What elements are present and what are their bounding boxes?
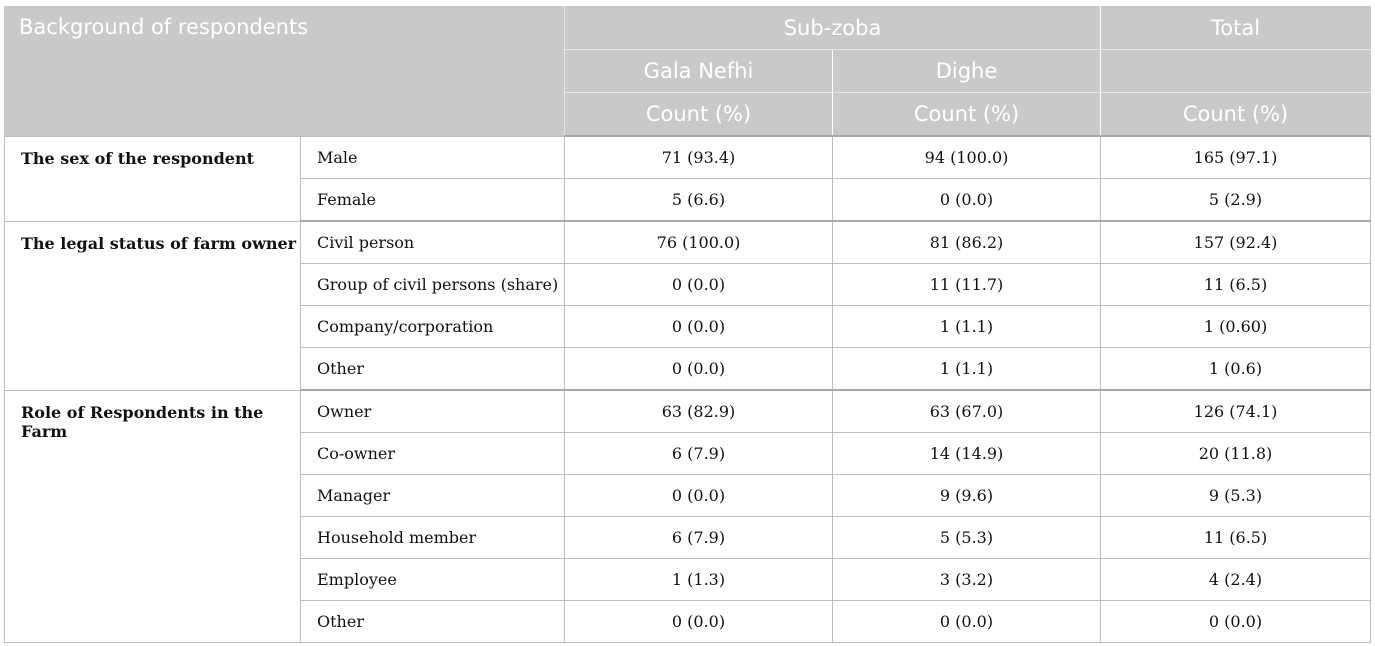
- respondents-table: [4, 6, 1371, 643]
- cell-total: 9 (5.3): [1101, 475, 1371, 517]
- header-dighe: Dighe: [833, 50, 1101, 93]
- cell-dighe: 5 (5.3): [833, 517, 1101, 559]
- cell-dighe: 81 (86.2): [833, 221, 1101, 264]
- cell-dighe: 1 (1.1): [833, 348, 1101, 391]
- cell-dighe: 0 (0.0): [833, 601, 1101, 643]
- cell-gala-nefhi: 5 (6.6): [565, 179, 833, 222]
- header-total-spacer: [1101, 50, 1371, 93]
- cell-gala-nefhi: 71 (93.4): [565, 136, 833, 179]
- table-body: [5, 136, 1371, 643]
- cell-gala-nefhi: 6 (7.9): [565, 433, 833, 475]
- cell-dighe: 14 (14.9): [833, 433, 1101, 475]
- cell-total: 20 (11.8): [1101, 433, 1371, 475]
- row-label: Company/corporation: [301, 306, 565, 348]
- row-label: Owner: [301, 390, 565, 433]
- cell-dighe: 63 (67.0): [833, 390, 1101, 433]
- cell-gala-nefhi: 0 (0.0): [565, 348, 833, 391]
- cell-dighe: 9 (9.6): [833, 475, 1101, 517]
- table-header: [5, 7, 1371, 137]
- row-label: Manager: [301, 475, 565, 517]
- row-label: Group of civil persons (share): [301, 264, 565, 306]
- header-background-of-respondents: Background of respondents: [5, 7, 565, 137]
- table-row: [5, 221, 1371, 264]
- category-role: Role of Respondents in the Farm: [5, 390, 301, 643]
- row-label: Male: [301, 136, 565, 179]
- header-sub-zoba: Sub-zoba: [565, 7, 1101, 50]
- cell-dighe: 11 (11.7): [833, 264, 1101, 306]
- cell-gala-nefhi: 0 (0.0): [565, 475, 833, 517]
- cell-gala-nefhi: 6 (7.9): [565, 517, 833, 559]
- cell-gala-nefhi: 63 (82.9): [565, 390, 833, 433]
- row-label: Other: [301, 348, 565, 391]
- cell-total: 5 (2.9): [1101, 179, 1371, 222]
- cell-total: 126 (74.1): [1101, 390, 1371, 433]
- header-gala-nefhi-count: Count (%): [565, 93, 833, 137]
- cell-dighe: 1 (1.1): [833, 306, 1101, 348]
- cell-total: 11 (6.5): [1101, 264, 1371, 306]
- cell-total: 165 (97.1): [1101, 136, 1371, 179]
- cell-gala-nefhi: 0 (0.0): [565, 601, 833, 643]
- header-dighe-count: Count (%): [833, 93, 1101, 137]
- header-gala-nefhi: Gala Nefhi: [565, 50, 833, 93]
- category-sex: The sex of the respondent: [5, 136, 301, 221]
- row-label: Co-owner: [301, 433, 565, 475]
- cell-gala-nefhi: 76 (100.0): [565, 221, 833, 264]
- cell-total: 11 (6.5): [1101, 517, 1371, 559]
- header-total: Total: [1101, 7, 1371, 50]
- cell-total: 157 (92.4): [1101, 221, 1371, 264]
- row-label: Female: [301, 179, 565, 222]
- cell-dighe: 0 (0.0): [833, 179, 1101, 222]
- row-label: Household member: [301, 517, 565, 559]
- table-row: [5, 390, 1371, 433]
- row-label: Other: [301, 601, 565, 643]
- header-total-count: Count (%): [1101, 93, 1371, 137]
- table-row: [5, 136, 1371, 179]
- cell-total: 0 (0.0): [1101, 601, 1371, 643]
- cell-dighe: 94 (100.0): [833, 136, 1101, 179]
- cell-gala-nefhi: 0 (0.0): [565, 264, 833, 306]
- cell-total: 4 (2.4): [1101, 559, 1371, 601]
- row-label: Civil person: [301, 221, 565, 264]
- cell-gala-nefhi: 0 (0.0): [565, 306, 833, 348]
- cell-gala-nefhi: 1 (1.3): [565, 559, 833, 601]
- cell-dighe: 3 (3.2): [833, 559, 1101, 601]
- category-legal-status: The legal status of farm owner: [5, 221, 301, 390]
- cell-total: 1 (0.6): [1101, 348, 1371, 391]
- cell-total: 1 (0.60): [1101, 306, 1371, 348]
- row-label: Employee: [301, 559, 565, 601]
- respondents-table-container: [4, 6, 1371, 643]
